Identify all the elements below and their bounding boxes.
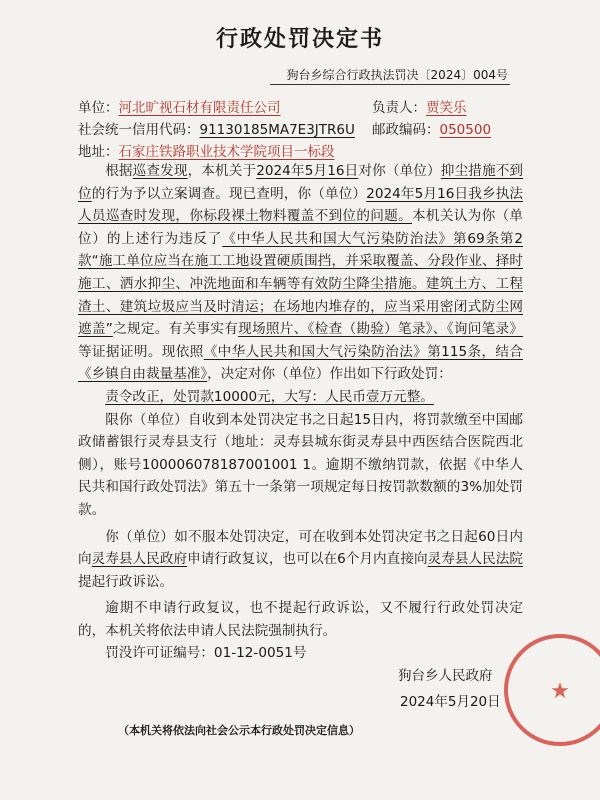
paragraph-facts [78,160,523,386]
paragraph-appeal [78,526,523,594]
person-row [372,96,467,116]
unit-label: 单位： [78,100,119,116]
text: 本机关认为你（单位）的上述行为违反了 [78,208,524,247]
postcode-row [372,118,491,138]
address-value: 石家庄铁路职业技术学院项目一标段 [118,144,335,160]
footer-note: （本机关将依法向社会公示本行政处罚决定信息） [118,724,360,737]
court: 灵寿县人民法院 [427,551,524,568]
person-label: 负责人： [372,100,426,116]
unit-value: 河北旷视石材有限责任公司 [118,100,281,116]
evidence: 现场照片、《检查（勘验）笔录》、《询问笔录》 [238,321,524,338]
text: 对你（单位） [358,163,441,179]
text: 申请行政复议，也可以在6个月内直接向 [187,551,428,568]
case-source: 巡查发现 [132,163,188,179]
postcode-label: 邮政编码： [372,122,440,138]
text: 根据 [105,163,133,179]
penalty-line [78,386,523,409]
text: 之规定。有关事实有 [112,321,239,338]
doc-number-underline [270,84,510,85]
text: ，本机关于 [187,163,257,179]
text: ，决定对你（单位）作出如下行政处罚： [207,366,452,383]
text: 提起行政诉讼。 [78,573,174,590]
credit-label: 社会统一信用代码： [78,122,200,138]
decision-body [78,160,523,665]
legal-basis: 《中华人民共和国大气污染防治法》第115条，结合《乡镇自由裁量基准》 [78,343,523,383]
unit-row [78,96,281,116]
doc-number: 狗台乡综合行政执法罚决〔2024〕004号 [286,68,508,82]
credit-value: 91130185MA7E3JTR6U [199,122,355,138]
license-number: 罚没许可证编号：01-12-0051号 [105,645,307,662]
credit-row [78,118,355,138]
case-date: 2024年5月16日 [256,163,359,179]
address-label: 地址： [78,144,119,160]
review-authority: 灵寿县人民政府 [91,551,188,568]
text: 你（单位）如不服本处罚决定，可在收到本处罚决定书之日起60日内向 [78,528,523,568]
postcode-value: 050500 [439,122,492,138]
doc-title: 行政处罚决定书 [215,26,384,52]
person-value: 贾笑乐 [426,100,467,116]
address-row [78,140,335,160]
official-seal-icon [500,630,600,750]
penalty-text: 责令改正，处罚款10000元，大写：人民币壹万元整。 [105,388,434,405]
text: 等证据证明。现依照 [78,343,204,360]
paragraph-enforcement: 逾期不申请行政复议，也不提起行政诉讼，又不履行行政处罚决定的，本机关将依法申请人民法院强制执行。 [78,600,523,639]
issue-date: 2024年5月20日 [400,694,501,710]
case-cause: 抑尘措施不到位 [78,163,524,202]
issuing-org: 狗台乡人民政府 [398,668,493,684]
case-fact: 2024年5月16日我乡执法人员巡查时发现，你标段裸土物料覆盖不到位的问题。 [78,185,524,225]
svg-text:★: ★ [550,679,570,704]
text: 的行为予以立案调查。现已查明，你（单位） [91,185,367,202]
violated-law: 《中华人民共和国大气污染防治法》第69条第2款“施工单位应当在施工工地设置硬质围挡，并采取覆盖、分段作业、择时施工、洒水抑尘、冲洗地面和车辆等有效防尘降尘措施。建筑土方、工程渣土、建筑垃圾应当及时清运；在场地内堆存的，应当采用密闭式防尘网遮盖” [78,230,523,338]
paragraph-payment: 限你（单位）自收到本处罚决定书之日起15日内，将罚款缴至中国邮政储蓄银行灵寿县支行（地址：灵寿县城东街灵寿县中西医结合医院西北侧），账号100006078187001001 1。逾期不缴纳罚款，依据《中华人民共和国行政处罚法》第五十一条第一项规定每日按罚款数额的3%加处罚款。 [78,411,523,518]
